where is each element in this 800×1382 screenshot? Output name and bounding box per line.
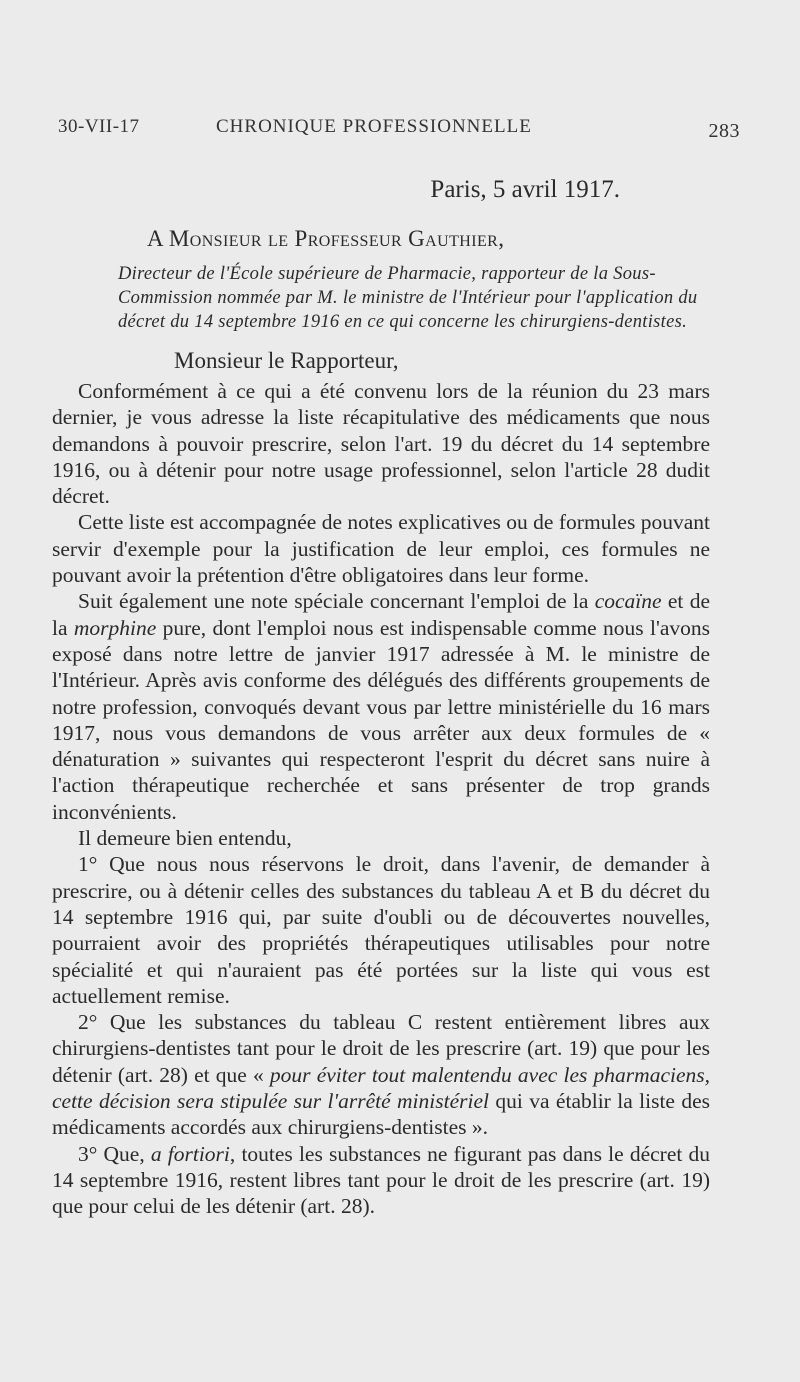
paragraph-1: Conformément à ce qui a été convenu lors de la réunion du 23 mars dernier, je vous adresse la liste récapitulative des médicaments que nous demandons à pouvoir prescrire, selon l'art. 19 du décret du 14 septembre 1916, ou à détenir pour notre usage professionnel, selon l'article 28 dudit décret. xyxy=(52,379,710,509)
letter-body xyxy=(52,378,710,1220)
term-a-fortiori: a fortiori xyxy=(150,1141,230,1166)
paragraph-6-part-a: 2° Que les substances du tableau C restent entièrement libres aux chirurgiens-dentistes tant pour le droit de les prescrire (art. 19) que pour les détenir (art. 28) et que « xyxy=(52,1010,710,1087)
addressee-line xyxy=(147,226,504,252)
addressee-name: Monsieur le Professeur Gauthier, xyxy=(168,226,505,251)
addressee-prefix: A xyxy=(147,226,169,251)
paragraph-3-part-a: Suit également une note spéciale concernant l'emploi de la xyxy=(78,589,595,614)
paragraph-7-part-a: 3° Que, xyxy=(78,1141,151,1166)
paragraph-6 xyxy=(52,1009,710,1140)
issue-number: 30-VII-17 xyxy=(58,116,140,137)
paragraph-2: Cette liste est accompagnée de notes explicatives ou de formules pouvant servir d'exemple pour la justification de leur emploi, ces formules ne pouvant avoir la prétention d'être obligatoires dans leur forme. xyxy=(52,510,710,588)
paragraph-3-part-c: pure, dont l'emploi nous est indispensable comme nous l'avons exposé dans notre lettre de janvier 1917 adressée à M. le ministre de l'Intérieur. Après avis conforme des délégués des différents groupements de notre profession, convoqués devant vous par lettre ministérielle du 16 mars 1917, nous vous demandons de vous arrêter aux deux formules de « dénaturation » suivantes qui respecteront l'esprit du décret sans nuire à l'action thérapeutique recherchée et sans présenter de trop grands inconvénients. xyxy=(52,615,710,824)
page-number: 283 xyxy=(708,120,740,142)
term-morphine: morphine xyxy=(73,615,157,640)
paragraph-6-part-b: qui va établir la liste des médicaments accordés aux chirurgiens-dentistes ». xyxy=(52,1089,710,1140)
addressee-description-text: Directeur de l'École supérieure de Pharmacie, rapporteur de la Sous-Commission nommée par M. le ministre de l'Intérieur pour l'application du décret du 14 septembre 1916 en ce qui concerne les chirurgiens-dentistes. xyxy=(118,264,698,332)
term-cocaine: cocaïne xyxy=(594,589,662,614)
paragraph-3-part-b: et de la xyxy=(52,589,710,640)
paragraph-3 xyxy=(52,588,710,825)
paragraph-5: 1° Que nous nous réservons le droit, dans l'avenir, de demander à prescrire, ou à détenir celles des substances du tableau A et B du décret du 14 septembre 1916 qui, par suite d'oubli ou de découvertes nouvelles, pourraient avoir des propriétés thérapeutiques utilisables pour notre spécialité et qui n'auraient pas été portées sur la liste qui vous est actuellement remise. xyxy=(52,852,710,1008)
paragraph-6-quote: pour éviter tout malentendu avec les pharmaciens, cette décision sera stipulée sur l'arrêté ministériel xyxy=(52,1062,710,1114)
letter-date: Paris, 5 avril 1917. xyxy=(430,176,620,203)
addressee-description xyxy=(118,262,728,334)
paragraph-7 xyxy=(52,1141,710,1220)
greeting: Monsieur le Rapporteur, xyxy=(174,348,399,373)
paragraph-7-part-b: , toutes les substances ne figurant pas dans le décret du 14 septembre 1916, restent libres tant pour le droit de les prescrire (art. 19) que pour celui de les détenir (art. 28). xyxy=(52,1141,710,1219)
running-title: CHRONIQUE PROFESSIONNELLE xyxy=(216,116,532,137)
paragraph-4: Il demeure bien entendu, xyxy=(78,826,292,851)
